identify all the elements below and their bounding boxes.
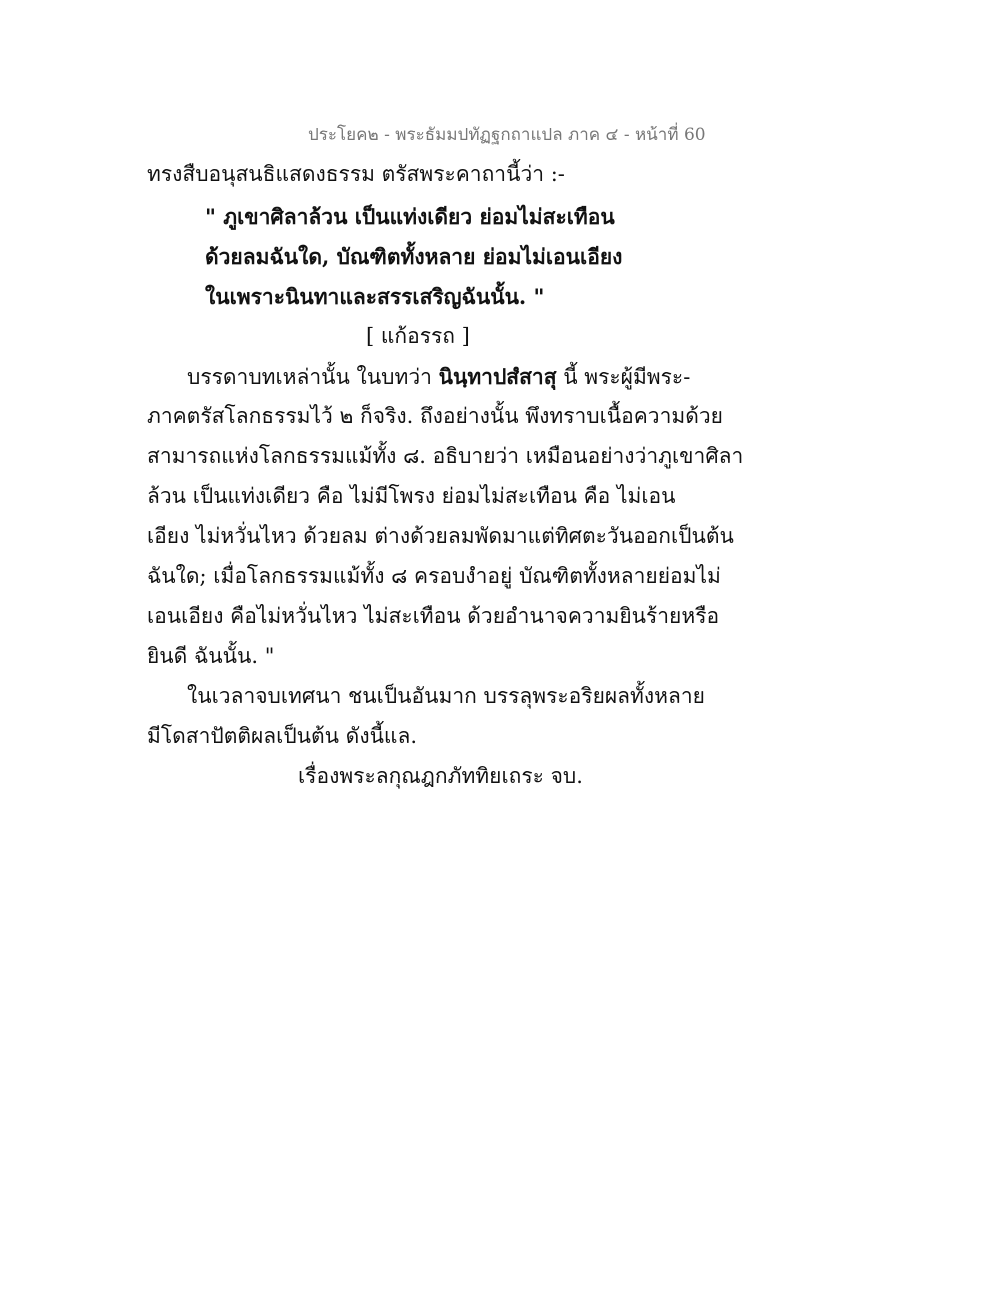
commentary-line: ล้วน เป็นแท่งเดียว คือ ไม่มีโพรง ย่อมไม่สะเทือน คือ ไม่เอน (147, 484, 676, 508)
commentary-line (187, 366, 690, 388)
commentary-line: เอนเอียง คือไม่หวั่นไหว ไม่สะเทือน ด้วยอำนาจความยินร้ายหรือ (147, 604, 720, 628)
commentary-text: บรรดาบทเหล่านั้น ในบทว่า (187, 365, 439, 389)
story-ending: เรื่องพระลกุณฎกภัททิยเถระ จบ. (298, 764, 583, 788)
commentary-line: เอียง ไม่หวั่นไหว ด้วยลม ต่างด้วยลมพัดมาแต่ทิศตะวันออกเป็นต้น (147, 524, 734, 548)
conclusion-line: มีโดสาปัตติผลเป็นต้น ดังนี้แล. (147, 724, 418, 748)
verse-line: " ภูเขาศิลาล้วน เป็นแท่งเดียว ย่อมไม่สะเทือน (205, 204, 615, 229)
commentary-line: ภาคตรัสโลกธรรมไว้ ๒ ก็จริง. ถึงอย่างนั้น พึงทราบเนื้อความด้วย (147, 404, 723, 428)
verse-line: ในเพราะนินทาและสรรเสริญฉันนั้น. " (205, 284, 545, 309)
commentary-line: สามารถแห่งโลกธรรมแม้ทั้ง ๘. อธิบายว่า เหมือนอย่างว่าภูเขาศิลา (147, 444, 744, 468)
commentary-text: นี้ พระผู้มีพระ- (556, 365, 691, 389)
commentary-line: ยินดี ฉันนั้น. " (147, 644, 275, 668)
section-title: [ แก้อรรถ ] (366, 324, 470, 348)
pali-term: นินฺทาปสํสาสุ (438, 364, 557, 389)
intro-line: ทรงสืบอนุสนธิแสดงธรรม ตรัสพระคาถานี้ว่า :- (147, 162, 565, 186)
conclusion-line: ในเวลาจบเทศนา ชนเป็นอันมาก บรรลุพระอริยผลทั้งหลาย (187, 684, 705, 708)
verse-line: ด้วยลมฉันใด, บัณฑิตทั้งหลาย ย่อมไม่เอนเอียง (205, 244, 623, 269)
commentary-line: ฉันใด; เมื่อโลกธรรมแม้ทั้ง ๘ ครอบงำอยู่ บัณฑิตทั้งหลายย่อมไม่ (147, 564, 721, 588)
running-header: ประโยค๒ - พระธัมมปทัฏฐกถาแปล ภาค ๔ - หน้าที่ 60 (308, 125, 706, 145)
